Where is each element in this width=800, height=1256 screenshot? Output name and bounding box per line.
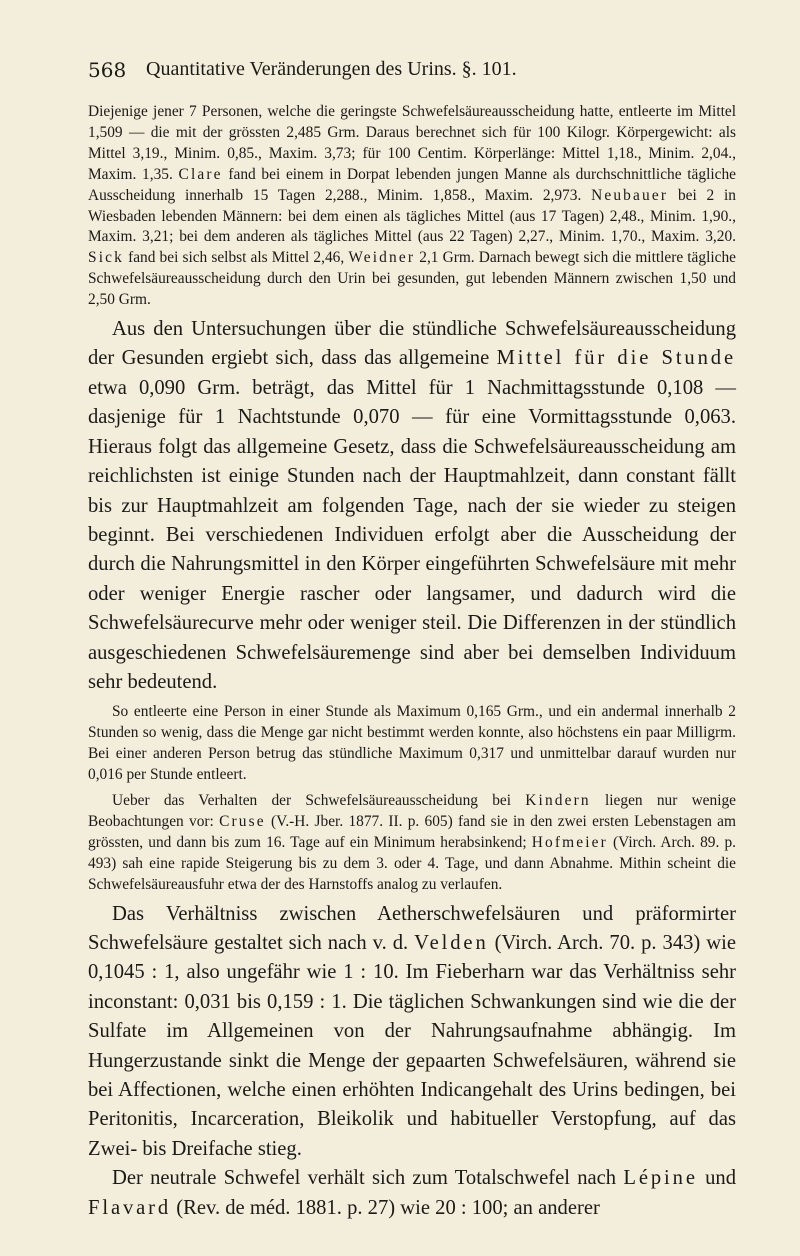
paragraph-neutral-sulfur: Der neutrale Schwefel verhält sich zum Totalschwefel nach Lépine und Flavard (Rev. de méd. 1881. p. 27) wie 20 : 100; an anderer (88, 1167, 736, 1219)
author-name: Clare (178, 165, 223, 183)
paragraph-ether-sulfuric-acids: Das Verhältniss zwischen Aetherschwefelsäuren und präformirter Schwefelsäure gestaltet sich nach v. d. Velden (Virch. Arch. 70. p. 343) wie 0,1045 : 1, also ungefähr wie 1 : 10. Im Fieberharn war das Verhältniss sehr inconstant: 0,031 bis 0,159 : 1. Die täglichen Schwankungen sind wie die der Sulfate im Allgemeinen von der Nahrungsaufnahme abhängig. Im Hungerzustande sinkt die Menge der gepaarten Schwefelsäuren, während sie bei Affectionen, welche einen erhöhten Indicangehalt des Urins bedingen, bei Peritonitis, Incarceration, Bleikolik und habitueller Verstopfung, auf das Zwei- bis Dreifache stieg. (88, 902, 736, 1160)
author-name: Velden (414, 931, 489, 954)
paragraph-daily-excretion: Diejenige jener 7 Personen, welche die geringste Schwefelsäureausscheidung hatte, entleerte im Mittel 1,509 — die mit der grössten 2,485 Grm. Daraus berechnet sich für 100 Kilogr. Körpergewicht: als Mittel 3,19., Minim. 0,85., Maxim. 3,73; für 100 Centim. Körperlänge: Mittel 1,18., Minim. 2,04., Maxim. 1,35. Clare fand bei einem in Dorpat lebenden jungen Manne als durchschnittliche tägliche Ausscheidung innerhalb 15 Tagen 2,288., Minim. 1,858., Maxim. 2,973. Neubauer bei 2 in Wiesbaden lebenden Männern: bei dem einen als tägliches Mittel (aus 17 Tagen) 2,48., Minim. 1,90., Maxim. 3,21; bei dem anderen als tägliches Mittel (aus 22 Tagen) 2,27., Minim. 1,70., Maxim. 3,20. Sick fand bei sich selbst als Mittel 2,46, Weidner 2,1 Grm. Darnach bewegt sich die mittlere tägliche Schwefelsäureausscheidung durch den Urin bei gesunden, gut lebenden Männern zwischen 1,50 und 2,50 Grm. (88, 103, 736, 309)
paragraph-children: Ueber das Verhalten der Schwefelsäureausscheidung bei Kindern liegen nur wenige Beobachtungen vor: Cruse (V.-H. Jber. 1877. II. p. 605) fand sie in den zwei ersten Lebenstagen am grössten, und dann bis zum 16. Tage auf ein Minimum herabsinkend; Hofmeier (Virch. Arch. 89. p. 493) sah eine rapide Steigerung bis zu dem 3. oder 4. Tage, und dann Abnahme. Mithin scheint die Schwefelsäureausfuhr etwa der des Harnstoffs analog zu verlaufen. (88, 791, 737, 893)
author-name: Neubauer (591, 186, 669, 204)
author-name: Weidner (348, 249, 416, 267)
page-header (88, 58, 728, 94)
author-name: Cruse (219, 812, 266, 830)
emphasis: Mittel für die Stunde (496, 347, 736, 370)
paragraph-hourly-excretion: Aus den Untersuchungen über die stündliche Schwefelsäureausscheidung der Gesunden ergiebt sich, dass das allgemeine Mittel für die Stunde etwa 0,090 Grm. beträgt, das Mittel für 1 Nachmittagsstunde 0,108 — dasjenige für 1 Nachtstunde 0,070 — für eine Vormittagsstunde 0,063. Hieraus folgt das allgemeine Gesetz, dass die Schwefelsäureausscheidung am reichlichsten ist einige Stunden nach der Hauptmahlzeit, dann constant fällt bis zur Hauptmahlzeit am folgenden Tage, nach der sie wieder zu steigen beginnt. Bei verschiedenen Individuen erfolgt aber die Ausscheidung der durch die Nahrungsmittel in den Körper eingeführten Schwefelsäure mit mehr oder weniger Energie rascher oder langsamer, und dadurch wird die Schwefelsäurecurve mehr oder weniger steil. Die Differenzen in der stündlich ausgeschiedenen Schwefelsäuremenge sind aber bei demselben Individuum sehr bedeutend. (88, 318, 736, 693)
body-text (88, 102, 736, 1223)
page-number: 568 (88, 58, 127, 82)
author-name: Hofmeier (531, 833, 608, 851)
author-name: Lépine (623, 1167, 698, 1190)
author-name: Sick (88, 249, 124, 267)
emphasis: Kindern (525, 791, 591, 809)
running-title: Quantitative Veränderungen des Urins. §. 101. (146, 58, 517, 80)
paragraph-examples: So entleerte eine Person in einer Stunde als Maximum 0,165 Grm., und ein andermal innerhalb 2 Stunden so wenig, dass die Menge gar nicht bestimmt werden konnte, also höchstens ein paar Milligrm. Bei einer anderen Person betrug das stündliche Maximum 0,317 und unmittelbar darauf wurden nur 0,016 per Stunde entleert. (88, 703, 736, 784)
author-name: Flavard (88, 1196, 172, 1219)
